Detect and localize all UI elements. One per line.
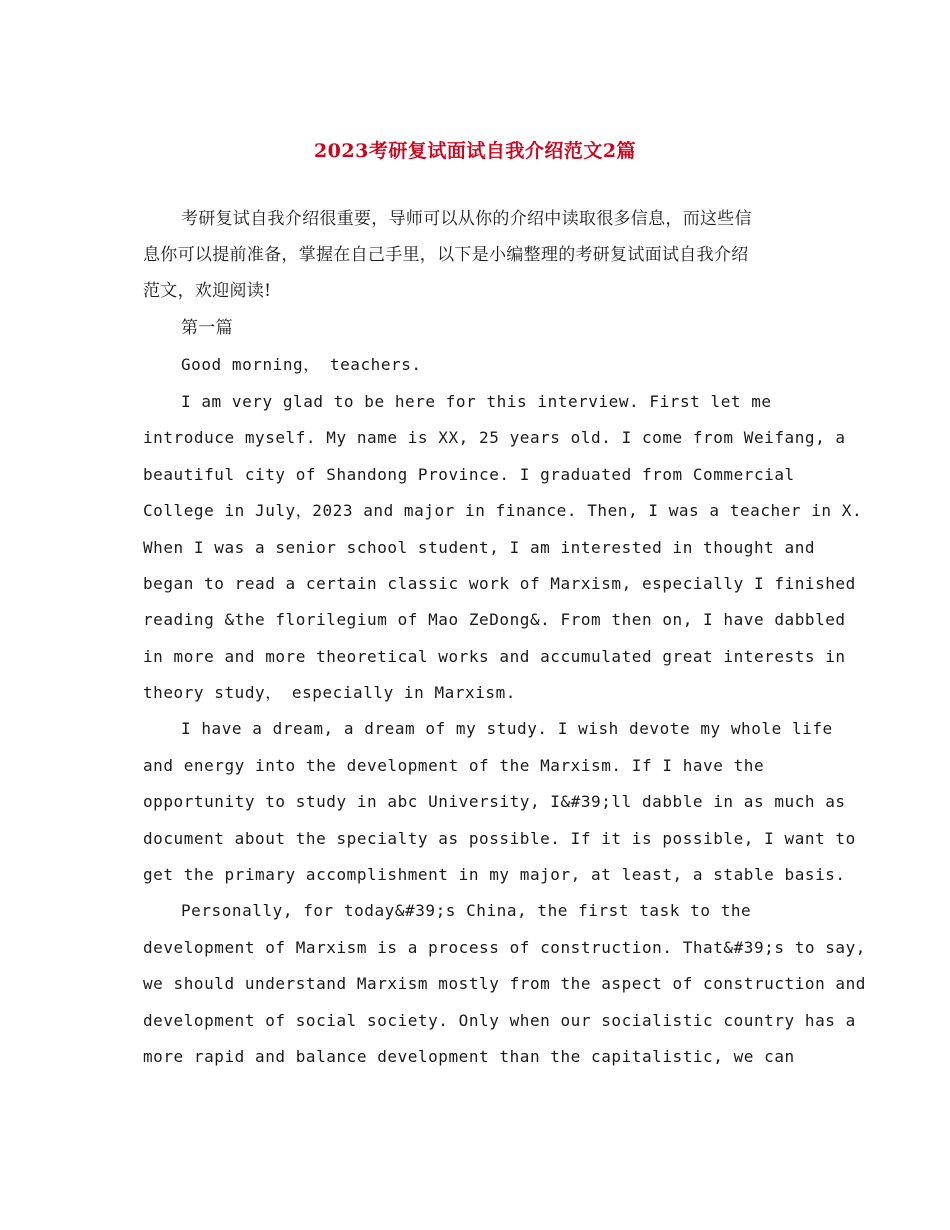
paragraph-line: I am very glad to be here for this interview. First let me [181, 392, 772, 411]
paragraph-line: 息你可以提前准备，掌握在自己手里，以下是小编整理的考研复试面试自我介绍 [143, 245, 749, 265]
paragraph-line: When I was a senior school student, I am interested in thought and [143, 538, 816, 557]
paragraph-line: get the primary accomplishment in my major, at least, a stable basis. [143, 865, 846, 884]
paragraph-line: I have a dream, a dream of my study. I wish devote my whole life [181, 719, 833, 738]
paragraph-line: Good morning， teachers. [181, 355, 422, 374]
paragraph-line: introduce myself. My name is XX, 25 years old. I come from Weifang, a [143, 428, 846, 447]
paragraph-line: 考研复试自我介绍很重要，导师可以从你的介绍中读取很多信息，而这些信 [181, 209, 752, 229]
paragraph-line: we should understand Marxism mostly from the aspect of construction and [143, 974, 866, 993]
document-title: 2023考研复试面试自我介绍范文2篇 [313, 140, 637, 162]
paragraph-line: document about the specialty as possible. If it is possible, I want to [143, 829, 856, 848]
paragraph-line: reading &the florilegium of Mao ZeDong&. From then on, I have dabbled [143, 610, 846, 629]
paragraph-line: Personally, for today&#39;s China, the first task to the [181, 901, 752, 920]
paragraph-line: College in July，2023 and major in finance. Then, I was a teacher in X. [143, 501, 863, 520]
paragraph-line: in more and more theoretical works and accumulated great interests in [143, 647, 846, 666]
paragraph-line: more rapid and balance development than the capitalistic, we can [143, 1047, 795, 1066]
paragraph-line: development of social society. Only when our socialistic country has a [143, 1011, 856, 1030]
paragraph-line: theory study， especially in Marxism. [143, 683, 516, 702]
paragraph-line: and energy into the development of the Marxism. If I have the [143, 756, 765, 775]
paragraph-line: began to read a certain classic work of Marxism, especially I finished [143, 574, 856, 593]
paragraph-line: opportunity to study in abc University, I&#39;ll dabble in as much as [143, 792, 846, 811]
paragraph-line: beautiful city of Shandong Province. I graduated from Commercial [143, 465, 795, 484]
paragraph-line: 范文，欢迎阅读! [143, 281, 272, 301]
section-heading: 第一篇 [181, 318, 233, 338]
paragraph-line: development of Marxism is a process of construction. That&#39;s to say, [143, 938, 866, 957]
